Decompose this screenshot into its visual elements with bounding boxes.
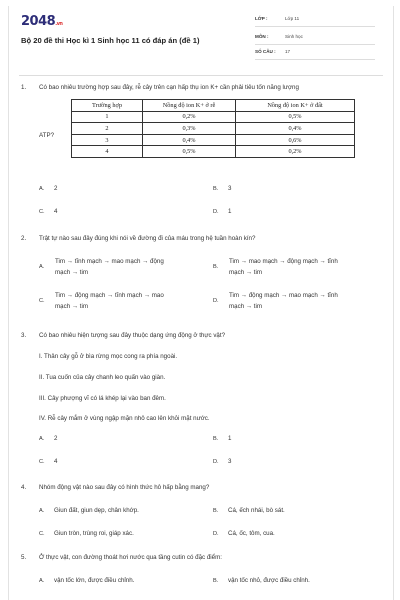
option-text-line1: Tim → động mạch → mao mạch → tĩnh <box>229 292 338 299</box>
meta-count-key: SỐ CÂU : <box>255 49 276 54</box>
option-label: A. <box>39 436 45 442</box>
option-label: D. <box>213 459 219 465</box>
table-header-row <box>72 100 355 112</box>
option-text-line2: mạch → tim <box>229 303 263 310</box>
option-text-line1: Tim → động mạch → tĩnh mạch → mao <box>55 292 164 299</box>
option-label: B. <box>213 578 219 584</box>
table-cell: 0,4% <box>143 134 236 146</box>
option-text: Cá, ốc, tôm, cua. <box>228 530 275 537</box>
meta-subject-value: Sinh học <box>285 34 303 39</box>
meta-class <box>255 14 375 27</box>
option-label: B. <box>213 436 219 442</box>
document-title: Bộ 20 đề thi Học kì 1 Sinh học 11 có đáp án (đề 1) <box>21 36 200 45</box>
question-3-text: Có bao nhiêu hiện tượng sau đây thuộc dạng ứng động ở thực vật? <box>39 332 226 339</box>
meta-count <box>255 47 375 60</box>
table-header-cell: Trường hợp <box>72 100 143 112</box>
table-header-cell: Nồng độ ion K+ ở đất <box>236 100 355 112</box>
option-label: A. <box>39 264 45 270</box>
table-cell: 0,3% <box>143 123 236 135</box>
option-label: C. <box>39 459 45 465</box>
option-text-line1: Tim → tĩnh mạch → mao mạch → động <box>55 258 164 265</box>
table-cell: 2 <box>72 123 143 135</box>
question-3-statement-3: III. Cây phượng vĩ có lá khép lại vào ban đêm. <box>39 395 166 402</box>
question-3-statement-1: I. Thân cây gỗ ở bìa rừng mọc cong ra phía ngoài. <box>39 353 178 360</box>
table-cell: 0,6% <box>236 134 355 146</box>
meta-subject-key: MÔN : <box>255 34 269 39</box>
option-label: C. <box>39 298 45 304</box>
option-text-line2: mạch → tim <box>55 303 89 310</box>
meta-subject <box>255 32 375 45</box>
question-2-text: Trật tự nào sau đây đúng khi nói về đường đi của máu trong hệ tuần hoàn kín? <box>39 235 256 242</box>
table-cell: 0,4% <box>236 123 355 135</box>
table-row <box>72 123 355 135</box>
option-text: 3 <box>228 185 232 192</box>
table-header-cell: Nồng độ ion K+ ở rễ <box>143 100 236 112</box>
logo-main-text: 2048 <box>21 14 56 29</box>
meta-count-value: 17 <box>285 49 291 54</box>
table-row <box>72 134 355 146</box>
option-label: D. <box>213 531 219 537</box>
question-3-statement-2: II. Tua cuốn của cây chanh leo quấn vào giàn. <box>39 374 166 381</box>
option-label: A. <box>39 186 45 192</box>
table-cell: 0,2% <box>143 111 236 123</box>
document-page <box>8 6 394 600</box>
table-row <box>72 111 355 123</box>
option-text: 1 <box>228 435 232 442</box>
option-text: Cá, ếch nhái, bò sát. <box>228 507 285 514</box>
option-text: vận tốc nhỏ, được điều chỉnh. <box>228 577 310 584</box>
option-text: 4 <box>54 208 58 215</box>
question-5-text: Ở thực vật, con đường thoát hơi nước qua tầng cutin có đặc điểm: <box>39 554 222 561</box>
option-label: D. <box>213 298 219 304</box>
option-label: B. <box>213 186 219 192</box>
option-text: vận tốc lớn, được điều chỉnh. <box>54 577 135 584</box>
option-label: B. <box>213 264 219 270</box>
table-cell: 0,2% <box>236 146 355 158</box>
option-text: 1 <box>228 208 232 215</box>
question-1-number: 1. <box>21 84 27 91</box>
option-text: 2 <box>54 435 58 442</box>
question-4-text: Nhóm động vật nào sau đây có hình thức hô hấp bằng mang? <box>39 484 210 491</box>
option-label: A. <box>39 578 45 584</box>
table-cell: 0,5% <box>236 111 355 123</box>
option-text: Giun đất, giun dẹp, chân khớp. <box>54 507 139 514</box>
option-label: C. <box>39 209 45 215</box>
option-text-line1: Tim → mao mạch → động mạch → tĩnh <box>229 258 338 265</box>
question-1-text: Có bao nhiêu trường hợp sau đây, rễ cây trên cạn hấp thụ ion K+ cần phải tiêu tốn năng lượng <box>39 84 299 91</box>
meta-class-key: LỚP : <box>255 16 268 21</box>
table-cell: 1 <box>72 111 143 123</box>
table-cell: 3 <box>72 134 143 146</box>
option-label: A. <box>39 508 45 514</box>
option-text: 3 <box>228 458 232 465</box>
option-label: C. <box>39 531 45 537</box>
question-4-number: 4. <box>21 484 27 491</box>
question-1-table <box>71 99 355 158</box>
site-logo[interactable] <box>21 14 62 29</box>
option-text-line2: mạch → tim <box>229 269 263 276</box>
option-label: D. <box>213 209 219 215</box>
header-divider <box>19 75 383 76</box>
option-text: 4 <box>54 458 58 465</box>
question-3-statement-4: IV. Rễ cây mắm ở vùng ngập mặn nhô cao lên khỏi mặt nước. <box>39 415 210 422</box>
question-5-number: 5. <box>21 554 27 561</box>
table-cell: 0,5% <box>143 146 236 158</box>
option-label: B. <box>213 508 219 514</box>
table-row <box>72 146 355 158</box>
meta-class-value: Lớp 11 <box>285 16 300 21</box>
option-text: 2 <box>54 185 58 192</box>
option-text: Giun tròn, trùng roi, giáp xác. <box>54 530 134 537</box>
question-3-number: 3. <box>21 332 27 339</box>
option-text-line2: mạch → tim <box>55 269 89 276</box>
logo-suffix-text: .vn <box>55 21 63 27</box>
table-cell: 4 <box>72 146 143 158</box>
question-2-number: 2. <box>21 235 27 242</box>
question-1-suffix: ATP? <box>39 132 55 139</box>
